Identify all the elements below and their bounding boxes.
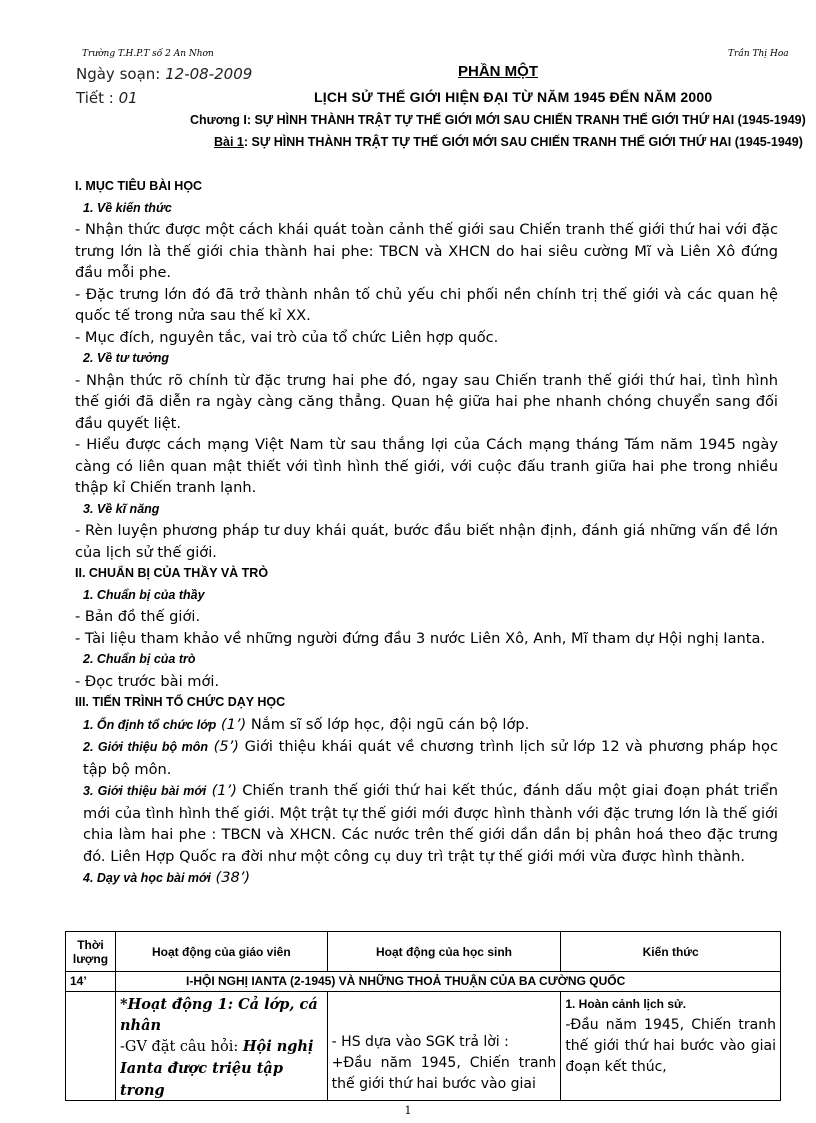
table-section-row bbox=[66, 972, 781, 992]
lesson-label: Bài 1 bbox=[214, 135, 244, 149]
section-title: I-HỘI NGHỊ IANTA (2-1945) VÀ NHỮNG THOẢ THUẬN CỦA BA CƯỜNG QUỐC bbox=[115, 972, 780, 992]
lesson-body bbox=[75, 176, 778, 890]
date-label: Ngày soạn: bbox=[76, 65, 161, 83]
subsection-heading: 2. Về tư tưởng bbox=[83, 351, 169, 365]
student-answer: +Đầu năm 1945, Chiến tranh thế giới thứ hai bước vào giai bbox=[331, 1055, 557, 1092]
step-paragraph: 1. Ổn định tổ chức lớp (1’) Nắm sĩ số lớp học, đội ngũ cán bộ lớp. bbox=[83, 715, 530, 733]
column-header: Kiến thức bbox=[561, 932, 781, 972]
knowledge-cell bbox=[561, 992, 781, 1101]
step-paragraph: 4. Dạy và học bài mới (38’) bbox=[83, 869, 251, 886]
period-label: Tiết : bbox=[76, 89, 114, 107]
lesson-plan-table bbox=[65, 931, 781, 1101]
paragraph: - Rèn luyện phương pháp tư duy khái quát, bước đầu biết nhận định, đánh giá những vấn đề lớn của lịch sử thế giới. bbox=[75, 522, 778, 561]
school-name: Trường T.H.P.T số 2 An Nhơn bbox=[82, 49, 214, 59]
page-number: 1 bbox=[404, 1104, 412, 1117]
table-row bbox=[66, 992, 781, 1101]
paragraph: - Đọc trước bài mới. bbox=[75, 672, 220, 690]
subsection-heading: 2. Chuẩn bị của trò bbox=[83, 652, 196, 666]
period-line bbox=[76, 89, 138, 107]
knowledge-text: -Đầu năm 1945, Chiến tranh thế giới thứ hai bước vào giai đoạn kết thúc, bbox=[565, 1017, 776, 1075]
table-header-row bbox=[66, 932, 781, 972]
step-paragraph: 2. Giới thiệu bộ môn (5’) Giới thiệu khái quát về chương trình lịch sử lớp 12 và phương pháp học tập bộ môn. bbox=[83, 738, 778, 778]
part-heading: PHẦN MỘT bbox=[458, 63, 538, 80]
paragraph: - Nhận thức được một cách khái quát toàn cảnh thế giới sau Chiến tranh thế giới thứ hai với đặc trưng lớn là thế giới chia thành hai phe: TBCN và XHCN do hai siêu cường Mĩ và Liên Xô đứng đầu mỗi phe. bbox=[75, 221, 778, 281]
column-header: Thời lượng bbox=[66, 932, 116, 972]
lesson-title bbox=[214, 135, 803, 149]
subsection-heading: 3. Về kĩ năng bbox=[83, 501, 160, 516]
paragraph: - Bản đồ thế giới. bbox=[75, 608, 201, 625]
paragraph: - Nhận thức rõ chính từ đặc trưng hai phe đó, ngay sau Chiến tranh thế giới thứ hai, tình hình thế giới đã diễn ra ngày càng căng thẳng. Quan hệ giữa hai phe nhanh chóng chuyển sang đối đầu quyết liệt. bbox=[75, 371, 778, 432]
author-name: Trần Thị Hoa bbox=[728, 49, 789, 59]
paragraph: - Tài liệu tham khảo về những người đứng đầu 3 nước Liên Xô, Anh, Mĩ tham dự Hội nghị Ianta. bbox=[75, 629, 766, 647]
date-line bbox=[76, 65, 252, 83]
time-cell bbox=[66, 992, 116, 1101]
section-heading: II. CHUẨN BỊ CỦA THẦY VÀ TRÒ bbox=[75, 566, 269, 580]
column-header: Hoạt động của giáo viên bbox=[115, 932, 327, 972]
section-heading: III. TIẾN TRÌNH TỔ CHỨC DẠY HỌC bbox=[75, 695, 286, 709]
lesson-name: : SỰ HÌNH THÀNH TRẬT TỰ THẾ GIỚI MỚI SAU CHIẾN TRANH THẾ GIỚI THỨ HAI (1945-1949) bbox=[243, 135, 803, 149]
student-cell bbox=[327, 992, 561, 1101]
student-answer: - HS dựa vào SGK trả lời : bbox=[331, 1034, 509, 1050]
knowledge-heading: 1. Hoàn cảnh lịch sử. bbox=[565, 997, 687, 1011]
teacher-question: -GV đặt câu hỏi: Hội nghị Ianta được triệu tập trong bbox=[119, 1038, 314, 1098]
paragraph: - Đặc trưng lớn đó đã trở thành nhân tố chủ yếu chi phối nền chính trị thế giới và các quan hệ quốc tế trong nửa sau thế kỉ XX. bbox=[75, 285, 778, 324]
subsection-heading: 1. Chuẩn bị của thầy bbox=[83, 587, 205, 602]
section-time: 14’ bbox=[66, 972, 116, 992]
document-title: LỊCH SỬ THẾ GIỚI HIỆN ĐẠI TỪ NĂM 1945 ĐẾN NĂM 2000 bbox=[314, 89, 713, 105]
subsection-heading: 1. Về kiến thức bbox=[83, 200, 172, 215]
teacher-cell bbox=[115, 992, 327, 1101]
date-value: 12-08-2009 bbox=[165, 65, 253, 83]
paragraph: - Mục đích, nguyên tắc, vai trò của tổ chức Liên hợp quốc. bbox=[75, 328, 499, 346]
column-header: Hoạt động của học sinh bbox=[327, 932, 561, 972]
paragraph: - Hiểu được cách mạng Việt Nam từ sau thắng lợi của Cách mạng tháng Tám năm 1945 ngày càng có liên quan mật thiết với tình hình thế giới, với cuộc đấu tranh giữa hai phe trong nhiều thập kỉ Chiến tranh lạnh. bbox=[75, 436, 778, 496]
chapter-title: Chương I: SỰ HÌNH THÀNH TRẬT TỰ THẾ GIỚI MỚI SAU CHIẾN TRANH THẾ GIỚI THỨ HAI (1945-1949) bbox=[190, 113, 806, 127]
activity-heading: *Hoạt động 1: Cả lớp, cá nhân bbox=[119, 996, 318, 1034]
section-heading: I. MỤC TIÊU BÀI HỌC bbox=[75, 179, 203, 193]
step-paragraph: 3. Giới thiệu bài mới (1’) Chiến tranh thế giới thứ hai kết thúc, đánh dấu một giai đoạn phát triển mới của tình hình thế giới. Một trật tự thế giới mới được hình thành với đặc trưng lớn là thế giới chia làm hai phe : TBCN và XHCN. Các nước trên thế giới dần dần bị phân hoá theo đặc trưng đó. Liên Hợp Quốc ra đời như một công cụ duy trì trật tự thế giới mới vừa được hình thành. bbox=[83, 782, 778, 865]
period-value: 01 bbox=[118, 89, 138, 107]
